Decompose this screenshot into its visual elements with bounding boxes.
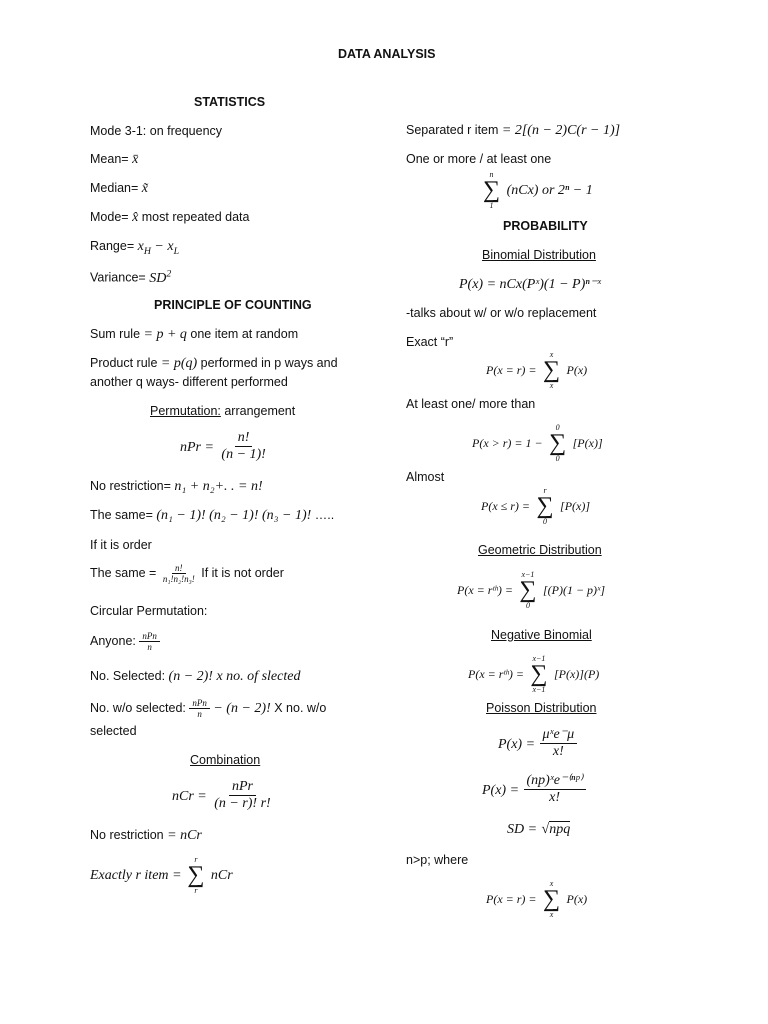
no-restriction2-eq: = nCr (167, 828, 202, 843)
same2-den: n₁!n₂!n₃! (162, 574, 195, 585)
geo-rhs: [(P)(1 − p)ˣ] (542, 583, 606, 598)
ncr-den: (n − r)! r! (214, 796, 271, 812)
neg-sigma (530, 654, 547, 694)
atleast-bot: 0 (555, 454, 560, 463)
sum1-top: n (489, 170, 494, 179)
mode-text: most repeated data (141, 210, 250, 224)
atleast-lhs: P(x > r) = 1 − (472, 436, 543, 451)
permutation-line (150, 404, 295, 418)
pois2-num: (np)ˣe⁻⁽ⁿᵖ⁾ (524, 773, 586, 790)
ncr-fraction (211, 779, 274, 812)
almost-rhs: [P(x)] (560, 499, 591, 514)
pois2-fraction (524, 773, 586, 806)
exact-lhs: P(x = r) = (486, 363, 537, 378)
sigma-icon: ∑ (187, 862, 205, 888)
same2-label: The same = (90, 566, 157, 581)
almost-bot: 0 (543, 517, 548, 526)
separated-line (406, 123, 620, 139)
if-order-text: If it is order (90, 538, 152, 552)
mode31-text: Mode 3-1: on frequency (90, 124, 223, 138)
if-not-order-text: If it is not order (201, 566, 284, 581)
sigma-icon: ∑ (549, 430, 567, 456)
atleast-rhs: [P(x)] (572, 436, 603, 451)
variance-label: Variance= (90, 270, 146, 285)
no-restriction2-line (90, 828, 202, 844)
median-label: Median= (90, 181, 139, 195)
wo-den: n (197, 709, 202, 720)
sd-formula (507, 820, 570, 838)
atleast-formula (472, 423, 603, 463)
geo-bot: 0 (525, 601, 530, 610)
same-line (90, 508, 334, 524)
mode-symbol: x̂ (132, 210, 139, 225)
atleast-top: 0 (555, 423, 560, 432)
talks-text: -talks about w/ or w/o replacement (406, 306, 597, 320)
sum-rule-line (90, 327, 298, 343)
np-where-text: n>p; where (406, 853, 469, 867)
last-bot: x (549, 910, 554, 919)
exactly-top: r (194, 855, 198, 864)
counting-heading: PRINCIPLE OF COUNTING (154, 298, 312, 312)
exact-formula (486, 350, 587, 390)
same-dots: ….. (314, 508, 335, 522)
exactly-eq: = (172, 868, 181, 884)
exact-sigma (543, 350, 560, 390)
sum1-bot: 1 (489, 201, 494, 210)
median-symbol: x̃ (141, 181, 149, 196)
product-rule-eq: = p(q) (160, 356, 198, 371)
variance-formula: $SD^2$ (149, 268, 172, 286)
exact-rhs: P(x) (566, 363, 588, 378)
ncr-lhs: nCr = (172, 788, 207, 804)
atleast-sigma (549, 423, 566, 463)
binomial-heading: Binomial Distribution (482, 248, 596, 262)
last-rhs: P(x) (566, 892, 588, 907)
exact-bot: x (549, 381, 554, 390)
exactly-formula (90, 855, 233, 895)
statistics-heading: STATISTICS (194, 95, 266, 109)
product-rule-text2: another q ways- different performed (90, 375, 288, 389)
anyone-line (90, 631, 160, 653)
wo-text: X no. w/o (274, 701, 327, 716)
pois1-num: μˣe⁻μ (540, 727, 578, 744)
anyone-fraction (139, 631, 160, 653)
pois1-den: x! (552, 744, 564, 760)
almost-top: r (543, 486, 547, 495)
sum-rule-eq: = p + q (143, 327, 187, 342)
wo-text2: selected (90, 724, 137, 738)
same-eq: (n₁ − 1)! (n₂ − 1)! (n₃ − 1)! (156, 508, 312, 523)
pois1-fraction (540, 727, 578, 760)
pois2-formula (482, 773, 586, 806)
median-line (90, 181, 148, 197)
neg-rhs: [P(x)](P) (553, 667, 600, 682)
sigma-icon: ∑ (536, 493, 554, 519)
sqrt-icon: √ (541, 822, 550, 837)
no-restriction2-label: No restriction (90, 828, 164, 842)
probability-heading: PROBABILITY (503, 219, 588, 233)
geo-sigma (519, 570, 536, 610)
sum1-formula (481, 170, 593, 210)
pois2-den: x! (549, 790, 560, 806)
ncr-formula (172, 779, 274, 812)
exact-top: x (549, 350, 554, 359)
same2-line (90, 563, 284, 585)
separated-eq: = 2[(n − 2)C(r − 1)] (501, 123, 621, 138)
npr-num: n! (235, 430, 253, 447)
npr-fraction (218, 430, 268, 463)
mean-symbol: x̄ (132, 152, 139, 167)
separated-label: Separated r item (406, 123, 499, 137)
permutation-heading: Permutation: (150, 404, 221, 418)
anyone-num: nPn (139, 631, 160, 642)
page-title: DATA ANALYSIS (338, 47, 436, 61)
npr-lhs: nPr = (180, 439, 214, 455)
exactly-rhs: nCr (210, 868, 233, 884)
geo-top: x−1 (521, 570, 535, 579)
no-selected-line (90, 669, 300, 685)
product-rule-line (90, 356, 338, 372)
atleast-text: At least one/ more than (406, 397, 536, 411)
ncr-num: nPr (229, 779, 256, 796)
wo-selected-line (90, 698, 326, 720)
almost-text: Almost (406, 470, 445, 484)
negbin-heading: Negative Binomial (491, 628, 592, 642)
exactly-sigma (187, 855, 204, 895)
npr-formula (180, 430, 269, 463)
sum-rule-label: Sum rule (90, 327, 141, 341)
neg-top: x−1 (532, 654, 546, 663)
last-sigma (543, 879, 560, 919)
almost-sigma (536, 486, 553, 526)
range-formula: $x_H - x_L$ (137, 239, 180, 257)
exactly-lhs: Exactly r item (90, 868, 169, 884)
last-top: x (549, 879, 554, 888)
binomial-eq: P(x) = nCx(Pˣ)(1 − P)ⁿ⁻ˣ (459, 277, 601, 292)
wo-fraction (189, 698, 210, 720)
almost-lhs: P(x ≤ r) = (481, 499, 531, 514)
last-formula (486, 879, 587, 919)
sd-root: npq (549, 822, 571, 837)
pois1-formula (498, 727, 577, 760)
neg-bot: x−1 (532, 685, 546, 694)
sigma-icon: ∑ (483, 177, 501, 203)
range-line (90, 239, 179, 257)
geo-lhs: P(x = rᵗʰ) = (457, 583, 513, 598)
sigma-icon: ∑ (530, 661, 548, 687)
sum1-rhs: (nCx) or 2ⁿ − 1 (506, 183, 593, 199)
mean-line (90, 152, 138, 168)
same2-num: n! (172, 563, 186, 574)
anyone-label: Anyone: (90, 634, 136, 649)
no-restriction-label: No restriction= (90, 479, 171, 493)
geometric-heading: Geometric Distribution (478, 543, 602, 557)
permutation-text: arrangement (224, 404, 296, 418)
sum-rule-text: one item at random (190, 327, 299, 341)
almost-formula (481, 486, 590, 526)
combination-heading: Combination (190, 753, 261, 767)
same2-fraction (160, 563, 198, 585)
circular-text: Circular Permutation: (90, 604, 208, 618)
range-label: Range= (90, 239, 135, 253)
no-selected-eq: (n − 2)! x no. of slected (168, 669, 301, 684)
wo-selected-label: No. w/o selected: (90, 701, 186, 716)
product-rule-text: performed in p ways and (200, 356, 338, 370)
geo-formula (457, 570, 605, 610)
last-lhs: P(x = r) = (486, 892, 537, 907)
no-selected-label: No. Selected: (90, 669, 166, 683)
neg-lhs: P(x = rᵗʰ) = (468, 667, 524, 682)
anyone-den: n (147, 642, 152, 653)
sigma-icon: ∑ (519, 577, 537, 603)
sum1-sigma (483, 170, 500, 210)
wo-num: nPn (189, 698, 210, 709)
pois2-lhs: P(x) = (482, 782, 520, 798)
exactly-bot: r (194, 886, 198, 895)
same-label: The same= (90, 508, 153, 522)
no-restriction-line (90, 479, 263, 495)
pois1-lhs: P(x) = (498, 736, 536, 752)
mode-line (90, 210, 249, 226)
variance-line (90, 268, 171, 287)
poisson-heading: Poisson Distribution (486, 701, 597, 715)
npr-den: (n − 1)! (221, 447, 266, 463)
mode-label: Mode= (90, 210, 129, 224)
neg-formula (468, 654, 599, 694)
no-restriction-eq: n₁ + n₂+. . = n! (174, 479, 263, 494)
sigma-icon: ∑ (542, 886, 561, 912)
sigma-icon: ∑ (542, 357, 561, 383)
mean-label: Mean= (90, 152, 129, 166)
product-rule-label: Product rule (90, 356, 158, 370)
sd-eq: SD = (507, 822, 538, 837)
exact-r-text: Exact “r” (406, 335, 454, 349)
wo-eq: − (n − 2)! (213, 701, 271, 717)
one-or-more-text: One or more / at least one (406, 152, 552, 166)
